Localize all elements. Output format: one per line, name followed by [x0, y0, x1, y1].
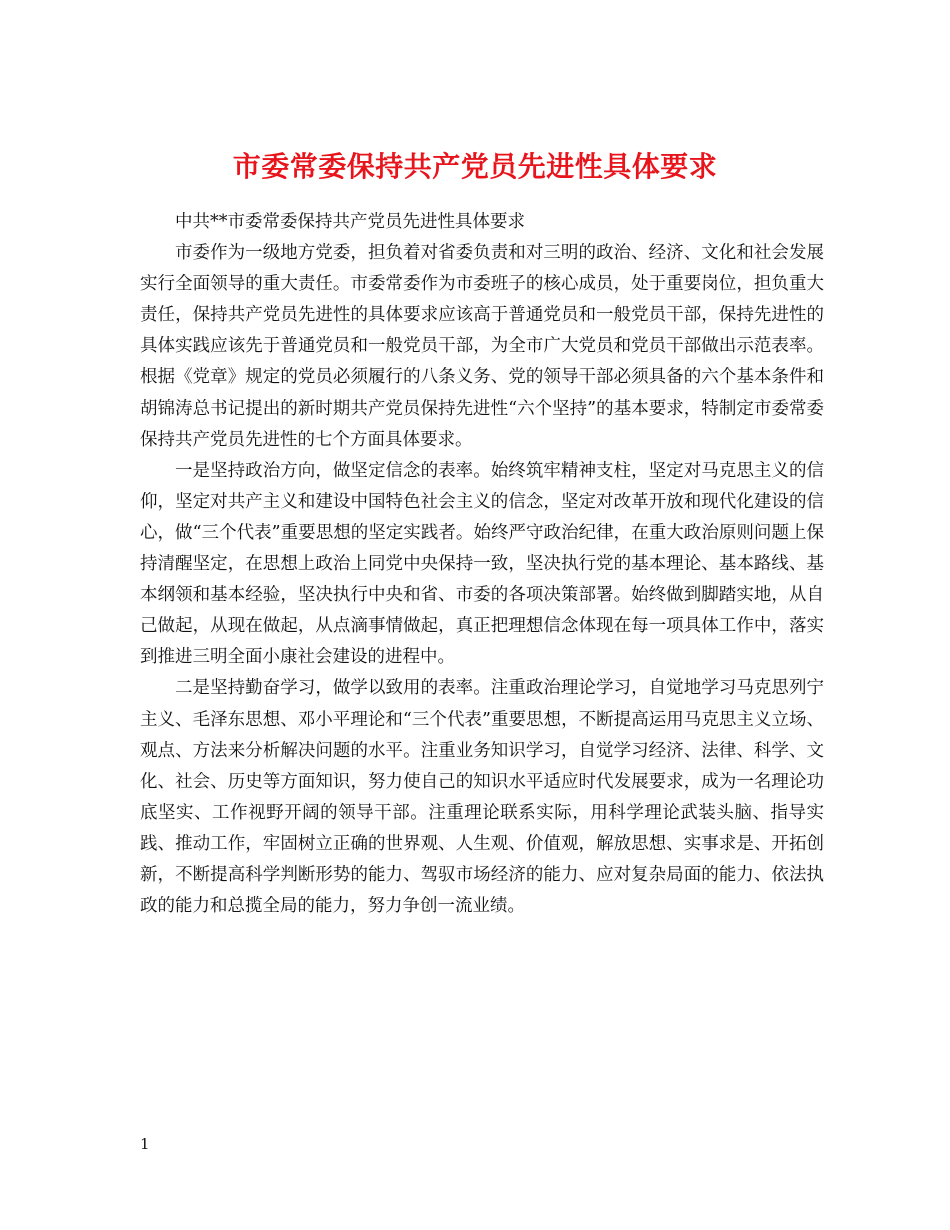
- paragraph-point-two: 二是坚持勤奋学习，做学以致用的表率。注重政治理论学习，自觉地学习马克思列宁主义、毛泽东思想、邓小平理论和“三个代表”重要思想，不断提高运用马克思主义立场、观点、方法来分析解决问题的水平。注重业务知识学习，自觉学习经济、法律、科学、文化、社会、历史等方面知识，努力使自己的知识水平适应时代发展要求，成为一名理论功底坚实、工作视野开阔的领导干部。注重理论联系实际，用科学理论武装头脑、指导实践、推动工作，牢固树立正确的世界观、人生观、价值观，解放思想、实事求是、开拓创新，不断提高科学判断形势的能力、驾驭市场经济的能力、应对复杂局面的能力、依法执政的能力和总揽全局的能力，努力争创一流业绩。: [140, 678, 824, 917]
- paragraph-intro: 市委作为一级地方党委，担负着对省委负责和对三明的政治、经济、文化和社会发展实行全面领导的重大责任。市委常委作为市委班子的核心成员，处于重要岗位，担负重大责任，保持共产党员先进性的具体要求应该高于普通党员和一般党员干部，保持先进性的具体实践应该先于普通党员和一般党员干部，为全市广大党员和党员干部做出示范表率。根据《党章》规定的党员必须履行的八条义务、党的领导干部必须具备的六个基本条件和胡锦涛总书记提出的新时期共产党员保持先进性“六个坚持”的基本要求，特制定市委常委保持共产党员先进性的七个方面具体要求。: [140, 243, 824, 450]
- paragraph-subtitle: 中共**市委常委保持共产党员先进性具体要求: [175, 212, 525, 232]
- page-number: 1: [140, 1135, 150, 1153]
- paragraph-point-one: 一是坚持政治方向，做坚定信念的表率。始终筑牢精神支柱，坚定对马克思主义的信仰，坚定对共产主义和建设中国特色社会主义的信念，坚定对改革开放和现代化建设的信心，做“三个代表”重要思想的坚定实践者。始终严守政治纪律，在重大政治原则问题上保持清醒坚定，在思想上政治上同党中央保持一致，坚决执行党的基本理论、基本路线、基本纲领和基本经验，坚决执行中央和省、市委的各项决策部署。始终做到脚踏实地，从自己做起，从现在做起，从点滴事情做起，真正把理想信念体现在每一项具体工作中，落实到推进三明全面小康社会建设的进程中。: [140, 460, 824, 668]
- document-title: 市委常委保持共产党员先进性具体要求: [232, 149, 718, 183]
- document-body: [140, 207, 824, 922]
